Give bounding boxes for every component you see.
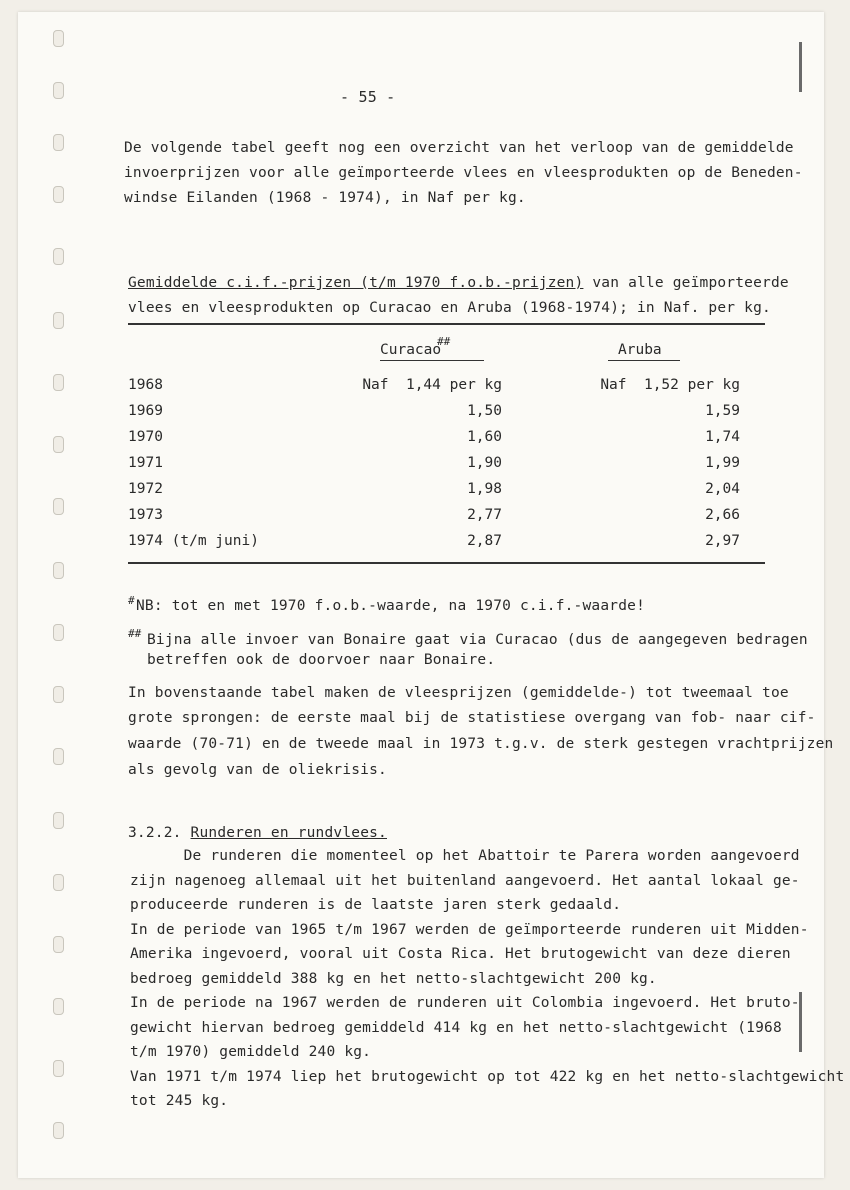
table-cell-aruba: Naf 1,52 per kg (600, 377, 740, 393)
punch-hole (53, 186, 64, 203)
column-header-curacao-label: Curacao (380, 342, 442, 358)
page-number: - 55 - (340, 88, 396, 106)
intro-line: De volgende tabel geeft nog een overzicht van het verloop van de gemiddelde (124, 140, 794, 156)
table-cell-aruba: 1,99 (705, 455, 740, 471)
punch-hole (53, 936, 64, 953)
table-cell-year: 1969 (128, 403, 163, 419)
table-cell-year: 1970 (128, 429, 163, 445)
section-line: zijn nagenoeg allemaal uit het buitenland aangevoerd. Het aantal lokaal ge- (130, 872, 800, 889)
table-cell-year: 1973 (128, 507, 163, 523)
footnote-mark: ## (128, 627, 142, 640)
footnote-2-line1: Bijna alle invoer van Bonaire gaat via Curacao (dus de aangegeven bedragen (147, 632, 808, 648)
section-line: In de periode van 1965 t/m 1967 werden de geïmporteerde runderen uit Midden- (130, 921, 809, 938)
paragraph-line: In bovenstaande tabel maken de vleesprijzen (gemiddelde-) tot tweemaal toe (128, 685, 789, 701)
table-bottom-rule (128, 562, 765, 564)
table-title-line1 (128, 275, 789, 291)
table-cell-aruba: 1,59 (705, 403, 740, 419)
table-cell-year: 1974 (t/m juni) (128, 533, 259, 549)
table-cell-curacao: 2,87 (467, 533, 502, 549)
section-heading (128, 825, 387, 841)
table-title-line2: vlees en vleesprodukten op Curacao en Aruba (1968-1974); in Naf. per kg. (128, 300, 771, 316)
punch-hole (53, 436, 64, 453)
table-cell-aruba: 2,04 (705, 481, 740, 497)
punch-hole (53, 374, 64, 391)
punch-hole (53, 998, 64, 1015)
intro-line: windse Eilanden (1968 - 1974), in Naf per kg. (124, 190, 526, 206)
table-cell-curacao: Naf 1,44 per kg (362, 377, 502, 393)
column-header-aruba-label: Aruba (618, 342, 662, 358)
table-cell-aruba: 2,97 (705, 533, 740, 549)
table-cell-year: 1971 (128, 455, 163, 471)
punch-hole (53, 874, 64, 891)
section-line: tot 245 kg. (130, 1093, 229, 1109)
punch-hole (53, 30, 64, 47)
section-title: Runderen en rundvlees. (190, 825, 387, 841)
table-cell-aruba: 1,74 (705, 429, 740, 445)
section-line: Amerika ingevoerd, vooral uit Costa Rica. Het brutogewicht van deze dieren (130, 946, 791, 962)
table-title-underlined: Gemiddelde c.i.f.-prijzen (t/m 1970 f.o.b.-prijzen) (128, 275, 584, 291)
section-line: In de periode na 1967 werden de runderen uit Colombia ingevoerd. Het bruto- (130, 995, 800, 1011)
table-cell-curacao: 2,77 (467, 507, 502, 523)
column-header-curacao (380, 342, 484, 361)
punch-hole (53, 686, 64, 703)
punch-hole (53, 82, 64, 99)
paragraph-line: als gevolg van de oliekrisis. (128, 762, 387, 778)
table-cell-aruba: 2,66 (705, 507, 740, 523)
intro-line: invoerprijzen voor alle geïmporteerde vlees en vleesprodukten op de Beneden- (124, 165, 803, 181)
section-line: bedroeg gemiddeld 388 kg en het netto-slachtgewicht 200 kg. (130, 970, 657, 987)
table-top-rule (128, 323, 765, 325)
footnote-mark: # (128, 594, 135, 607)
table-title-rest: van alle geïmporteerde (583, 275, 789, 291)
table-cell-curacao: 1,90 (467, 455, 502, 471)
punch-hole (53, 312, 64, 329)
punch-hole (53, 812, 64, 829)
footnote-mark: ## (437, 335, 451, 348)
punch-hole (53, 1060, 64, 1077)
punch-hole (53, 562, 64, 579)
section-line: gewicht hiervan bedroeg gemiddeld 414 kg en het netto-slachtgewicht (1968 (130, 1019, 782, 1036)
edge-mark (799, 42, 802, 92)
table-cell-curacao: 1,50 (467, 403, 502, 419)
section-line: Van 1971 t/m 1974 liep het brutogewicht op tot 422 kg en het netto-slachtgewicht (130, 1068, 845, 1085)
table-cell-year: 1968 (128, 377, 163, 393)
punch-hole (53, 134, 64, 151)
footnote-1: NB: tot en met 1970 f.o.b.-waarde, na 1970 c.i.f.-waarde! (136, 598, 645, 614)
paragraph-line: grote sprongen: de eerste maal bij de statistiese overgang van fob- naar cif- (128, 710, 816, 726)
table-cell-year: 1972 (128, 481, 163, 497)
punch-hole (53, 248, 64, 265)
footnote-2-line2: betreffen ook de doorvoer naar Bonaire. (147, 652, 496, 668)
section-number: 3.2.2. (128, 825, 182, 841)
punch-hole (53, 748, 64, 765)
punch-hole (53, 498, 64, 515)
paragraph-line: waarde (70-71) en de tweede maal in 1973 t.g.v. de sterk gestegen vrachtprijzen (128, 736, 834, 752)
table-cell-curacao: 1,60 (467, 429, 502, 445)
section-line: produceerde runderen is de laatste jaren sterk gedaald. (130, 897, 622, 913)
table-cell-curacao: 1,98 (467, 481, 502, 497)
section-line: De runderen die momenteel op het Abattoir te Parera worden aangevoerd (130, 848, 800, 864)
section-line: t/m 1970) gemiddeld 240 kg. (130, 1044, 372, 1060)
punch-hole (53, 624, 64, 641)
column-header-aruba (608, 342, 680, 361)
punch-hole (53, 1122, 64, 1139)
